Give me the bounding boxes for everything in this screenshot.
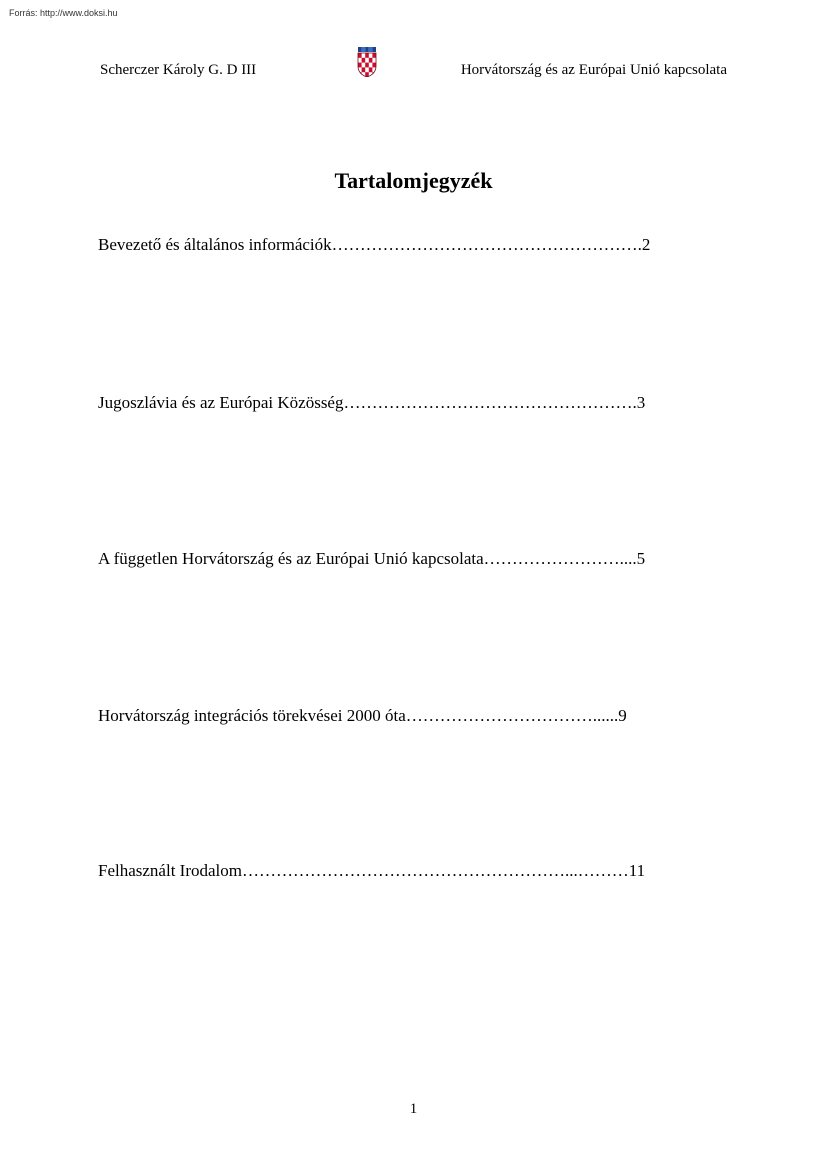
header-author: Scherczer Károly G. D III [100, 62, 257, 78]
toc-entry: Horvátország integrációs törekvései 2000 óta……………………………......9 [98, 706, 627, 725]
page-number: 1 [409, 1101, 418, 1117]
croatian-coat-of-arms-icon [357, 47, 377, 77]
toc-entry: Jugoszlávia és az Európai Közösség…………………………………………….3 [98, 393, 646, 412]
toc-entry: Bevezető és általános információk……………………………………………….2 [98, 235, 651, 254]
page-title: Tartalomjegyzék [334, 168, 493, 193]
toc-entry: A független Horvátország és az Európai Unió kapcsolata……………………....5 [98, 549, 646, 568]
toc-entry: Felhasznált Irodalom…………………………………………………...………11 [98, 861, 646, 880]
header-topic: Horvátország és az Európai Unió kapcsolata [460, 62, 727, 78]
source-line: Forrás: http://www.doksi.hu [9, 8, 118, 18]
